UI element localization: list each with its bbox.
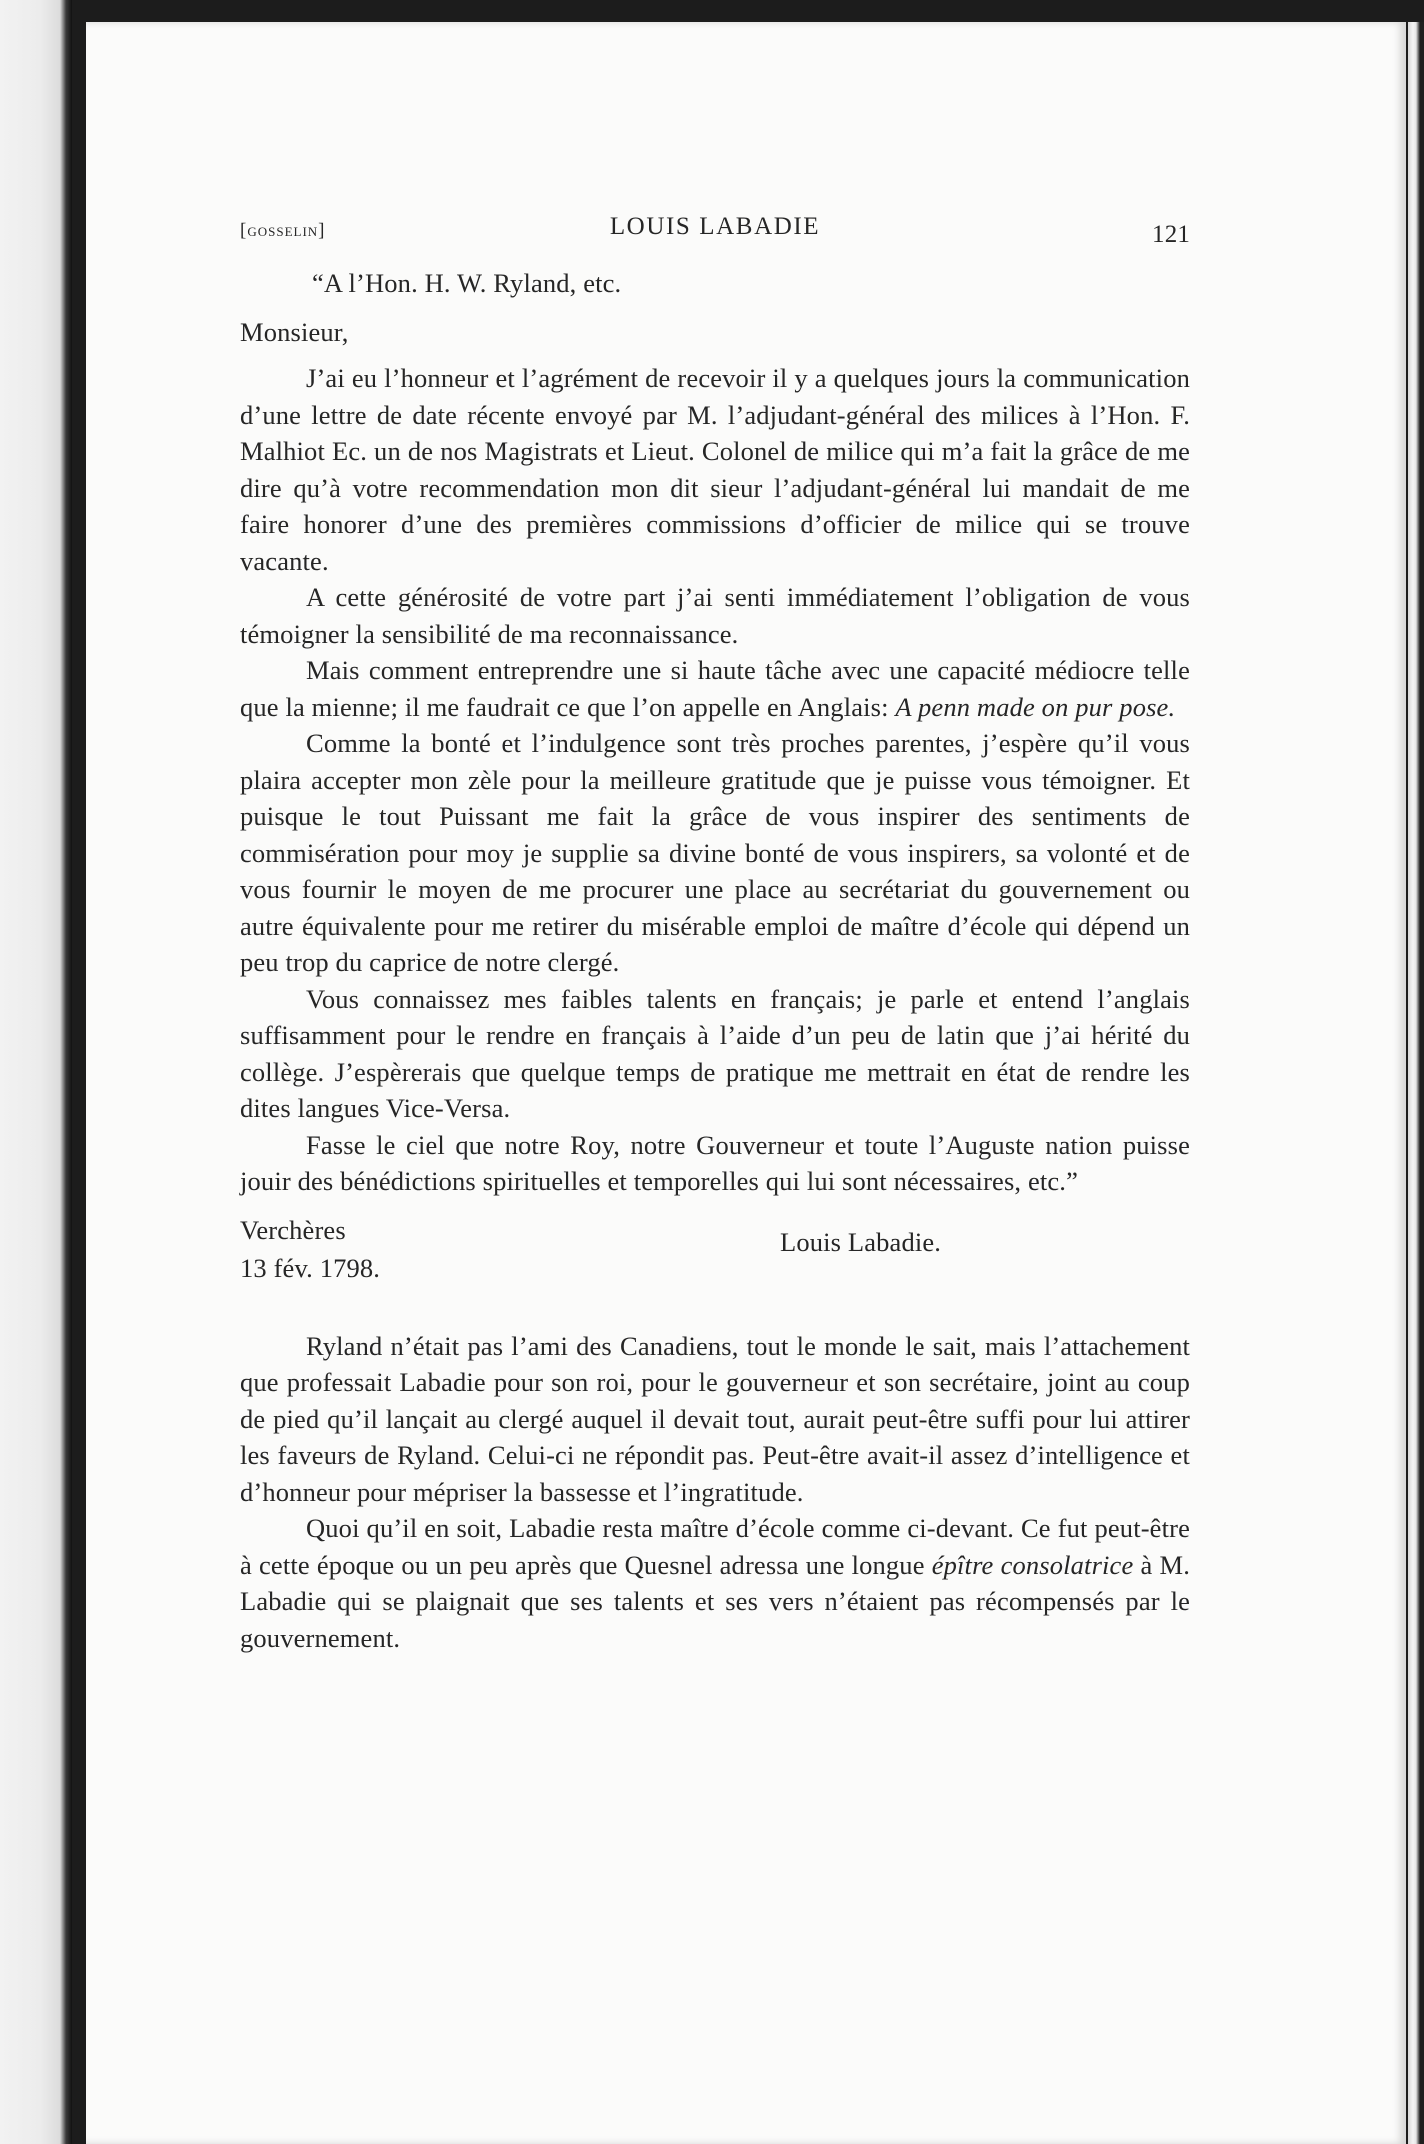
letter-signature-block <box>240 1212 1190 1288</box>
page-text <box>240 205 1190 1656</box>
letter-salutation: Monsieur, <box>240 316 349 347</box>
letter-signature: Louis Labadie. <box>780 1226 942 1257</box>
page-number: 121 <box>1152 221 1190 248</box>
letter-paragraph-6: Fasse le ciel que notre Roy, notre Gouverneur et toute l’Auguste nation puisse jouir des bénédictions spirituelles et temporelles qui lui sont nécessaires, etc.” <box>240 1129 1190 1196</box>
letter-address: “A l’Hon. H. W. Ryland, etc. <box>312 268 622 298</box>
letter-date: 13 fév. 1798. <box>240 1252 381 1283</box>
body-paragraph-2-italic: épître consolatrice <box>931 1549 1134 1580</box>
letter-paragraph-3-text: Mais comment entreprendre une si haute tâche avec une capacité médiocre telle que la mienne; il me faudrait ce que l’on appelle en Anglais: <box>240 655 1190 722</box>
running-head-author: [gosselin] <box>240 220 326 241</box>
letter-paragraph-4: Comme la bonté et l’indulgence sont très proches parentes, j’espère qu’il vous plaira accepter mon zèle pour la meilleure gratitude que je puisse vous témoigner. Et puisque le tout Puissant me fait la grâce de vous inspirer des sentiments de commisération pour moy je supplie sa divine bonté de vous inspirers, sa volonté et de vous fournir le moyen de me procurer une place au secrétariat du gouvernement ou autre équivalente pour me retirer du misérable emploi de maître d’école qui dépend un peu trop du caprice de notre clergé. <box>240 728 1190 977</box>
letter-paragraph-2: A cette générosité de votre part j’ai senti immédiatement l’obligation de vous témoigner la sensibilité de ma reconnaissance. <box>240 582 1190 649</box>
letter-paragraph-5: Vous connaissez mes faibles talents en français; je parle et entend l’anglais suffisamment pour le rendre en français à l’aide d’un peu de latin que j’ai hérité du collège. J’espèrerais que quelque temps de pratique me mettrait en état de rendre les dites langues Vice-Versa. <box>240 983 1190 1123</box>
running-head-title: LOUIS LABADIE <box>609 213 821 240</box>
page-edge <box>1408 22 1424 2144</box>
running-head <box>240 205 1190 247</box>
body-paragraph-2 <box>240 1510 1190 1656</box>
letter-paragraph-3 <box>240 652 1190 725</box>
letter-place: Verchères <box>240 1214 346 1245</box>
book-binding-shadow <box>0 0 72 2144</box>
body-paragraph-1: Ryland n’était pas l’ami des Canadiens, tout le monde le sait, mais l’attachement que professait Labadie pour son roi, pour le gouverneur et son secrétaire, joint au coup de pied qu’il lançait au clergé auquel il devait tout, aurait peut-être suffi pour lui attirer les faveurs de Ryland. Celui-ci ne répondit pas. Peut-être avait-il assez d’intelligence et d’honneur pour mépriser la bassesse et l’ingratitude. <box>240 1330 1190 1507</box>
letter-paragraph-3-italic: A penn made on pur pose. <box>895 691 1176 722</box>
letter-paragraph-1: J’ai eu l’honneur et l’agrément de recevoir il y a quelques jours la communication d’une lettre de date récente envoyé par M. l’adjudant-général des milices à l’Hon. F. Malhiot Ec. un de nos Magistrats et Lieut. Colonel de milice qui m’a fait la grâce de me dire qu’à votre recommendation mon dit sieur l’adjudant-général lui mandait de me faire honorer d’une des premières commissions d’officier de milice qui se trouve vacante. <box>240 363 1190 576</box>
body-paragraph-2-text-a: Quoi qu’il en soit, Labadie resta maître d’école comme ci-devant. Ce fut peut-être à cette époque ou un peu après que Quesnel adressa une longue <box>240 1513 1190 1580</box>
body-paragraph-2-text-b: à M. Labadie qui se plaignait que ses talents et ses vers n’étaient pas récompensés par le gouvernement. <box>240 1549 1190 1653</box>
